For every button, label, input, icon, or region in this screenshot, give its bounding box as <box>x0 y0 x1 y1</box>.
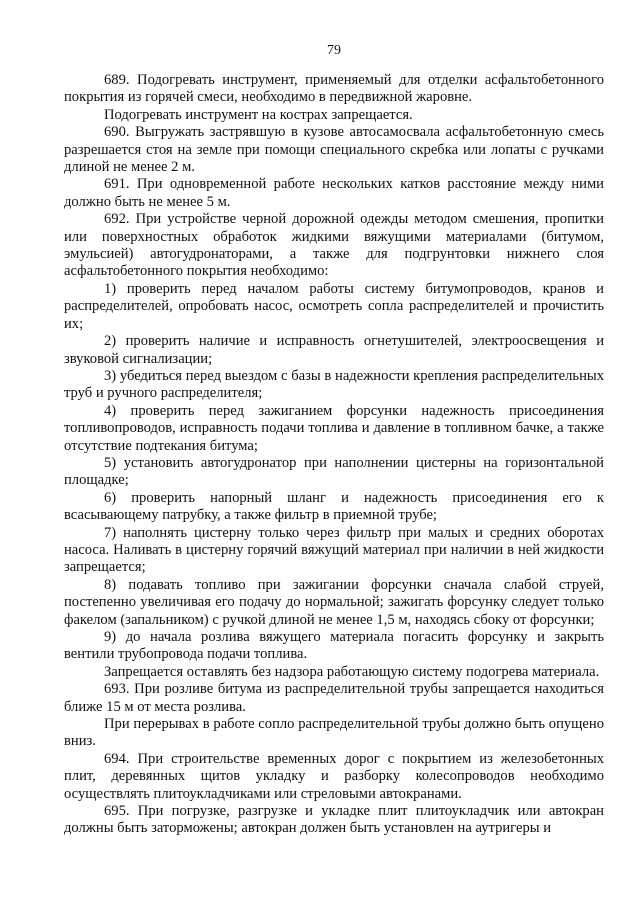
list-item-3: 3) убедиться перед выездом с базы в надежности крепления распределительных труб и ручного распределителя; <box>64 367 604 402</box>
list-item-6: 6) проверить напорный шланг и надежность присоединения его к всасывающему патрубку, а также фильтр в приемной трубе; <box>64 489 604 524</box>
list-item-7: 7) наполнять цистерну только через фильтр при малых и средних оборотах насоса. Наливать в цистерну горячий вяжущий материал при наличии в ней жидкости запрещается; <box>64 524 604 576</box>
paragraph-693: 693. При розливе битума из распределительной трубы запрещается находиться ближе 15 м от места розлива. <box>64 681 604 715</box>
list-item-4: 4) проверить перед зажиганием форсунки надежность присоединения топливопроводов, исправность подачи топлива и давление в топливном бачке, а также отсутствие подтекания битума; <box>64 402 604 454</box>
list-item-9: 9) до начала розлива вяжущего материала погасить форсунку и закрыть вентили трубопровода подачи топлива. <box>64 629 604 663</box>
paragraph-690: 690. Выгружать застрявшую в кузове автосамосвала асфальтобетонную смесь разрешается стоя на земле при помощи специального скребка или лопаты с ручками длиной не менее 2 м. <box>64 124 604 176</box>
paragraph-692: 692. При устройстве черной дорожной одежды методом смешения, пропитки или поверхностных обработок жидкими вяжущими материалами (битумом, эмульсией) автогудронаторами, а также для подгрунтовки нижнего слоя асфальтобетонного покрытия необходимо: <box>64 211 604 280</box>
list-item-2: 2) проверить наличие и исправность огнетушителей, электроосвещения и звуковой сигнализации; <box>64 333 604 367</box>
list-item-5: 5) установить автогудронатор при наполнении цистерны на горизонтальной площадке; <box>64 454 604 489</box>
paragraph-693-note: При перерывах в работе сопло распределительной трубы должно быть опущено вниз. <box>64 716 604 750</box>
paragraph-691: 691. При одновременной работе нескольких катков расстояние между ними должно быть не менее 5 м. <box>64 176 604 210</box>
page-number: 79 <box>327 43 341 58</box>
list-item-8: 8) подавать топливо при зажигании форсунки сначала слабой струей, постепенно увеличивая его подачу до нормальной; зажигать форсунку следует только факелом (запальником) с ручкой длиной не менее 1,5 м, находясь сбоку от форсунки; <box>64 576 604 628</box>
paragraph-695: 695. При погрузке, разгрузке и укладке плит плитоукладчик или автокран должны быть заторможены; автокран должен быть установлен на аутригеры и <box>64 803 604 837</box>
paragraph-694: 694. При строительстве временных дорог с покрытием из железобетонных плит, деревянных щитов укладку и разборку колесопроводов необходимо осуществлять плитоукладчиками или стреловыми автокранами. <box>64 750 604 802</box>
paragraph-689-note: Подогревать инструмент на кострах запрещается. <box>104 106 413 123</box>
paragraph-689: 689. Подогревать инструмент, применяемый для отделки асфальтобетонного покрытия из горячей смеси, необходимо в передвижной жаровне. <box>64 72 604 106</box>
paragraph-692-note: Запрещается оставлять без надзора работающую систему подогрева материала. <box>104 663 600 680</box>
list-item-1: 1) проверить перед началом работы систему битумопроводов, кранов и распределителей, опробовать насос, осмотреть сопла распределителей и прочистить их; <box>64 280 604 332</box>
